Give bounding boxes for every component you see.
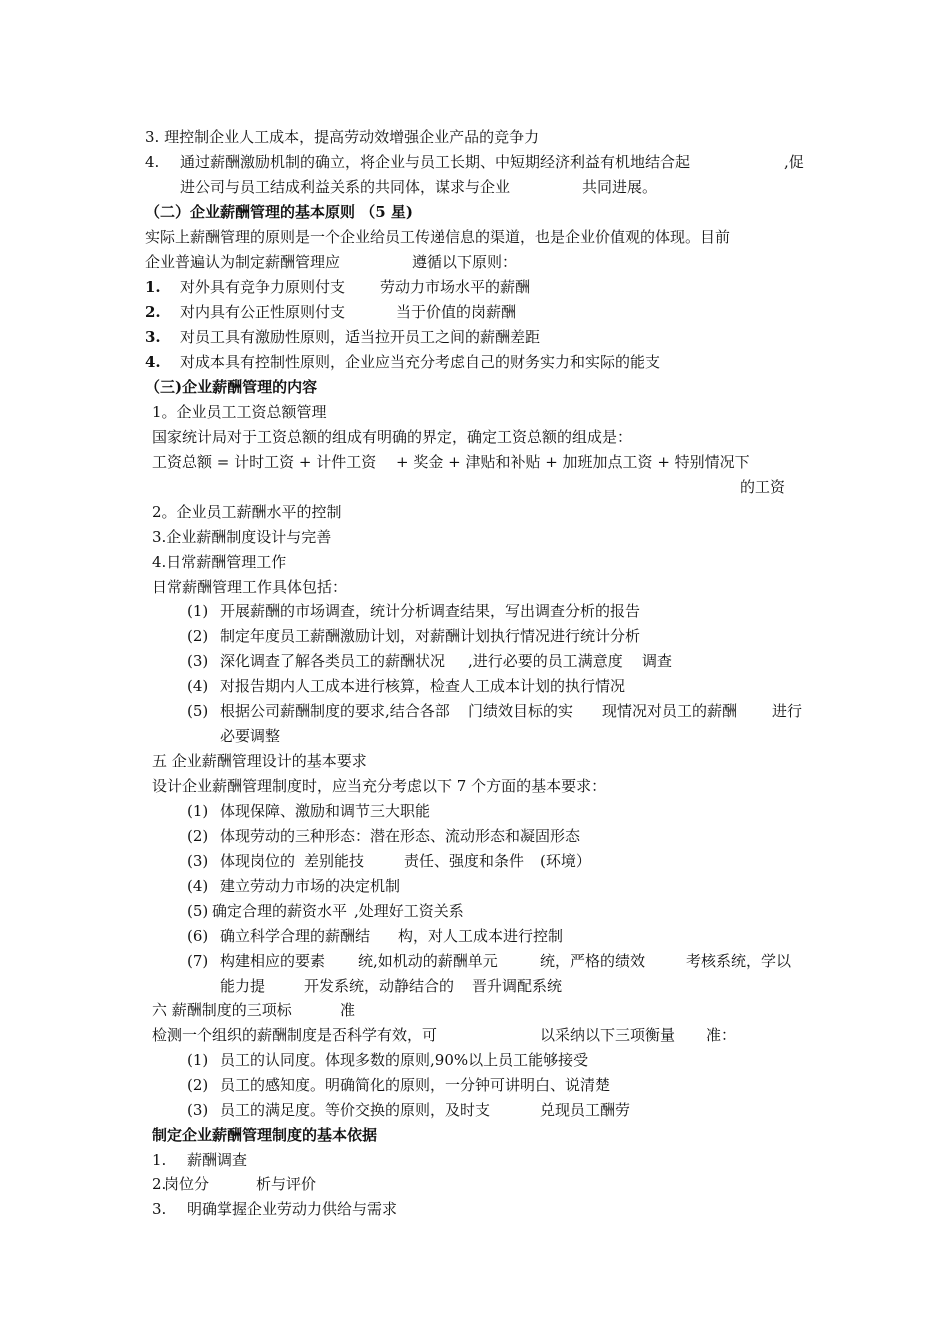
list-number: (7) bbox=[187, 952, 209, 970]
list-number: 1. bbox=[152, 1151, 167, 1169]
text-line: 统，严格的绩效 bbox=[540, 952, 646, 970]
text-line: 设计企业薪酬管理制度时，应当充分考虑以下 7 个方面的基本要求： bbox=[152, 777, 607, 795]
text-line: 调查 bbox=[642, 652, 673, 670]
text-line: 现情况对员工的薪酬 bbox=[602, 702, 738, 720]
text-line: 日常薪酬管理工作具体包括： bbox=[152, 578, 348, 596]
text-line: 明确掌握企业劳动力供给与需求 bbox=[187, 1200, 398, 1218]
text-line: 构建相应的要素 bbox=[220, 952, 326, 970]
text-line: ,促 bbox=[784, 153, 804, 171]
list-number: (3) bbox=[187, 652, 209, 670]
text-line: 必要调整 bbox=[220, 727, 281, 745]
text-line: (环境） bbox=[540, 852, 591, 870]
text-line: 对内具有公正性原则付支 bbox=[180, 303, 346, 321]
text-line: 国家统计局对于工资总额的组成有明确的界定，确定工资总额的组成是： bbox=[152, 428, 633, 446]
text-line: 责任、强度和条件 bbox=[404, 852, 525, 870]
list-number: 3. bbox=[152, 1200, 167, 1218]
list-number: (4) bbox=[187, 677, 209, 695]
text-line: 遵循以下原则： bbox=[412, 253, 518, 271]
text-line: 1。企业员工工资总额管理 bbox=[152, 403, 327, 421]
text-line: 对员工具有激励性原则，适当拉开员工之间的薪酬差距 bbox=[180, 328, 541, 346]
text-line: 岗位分 bbox=[164, 1175, 210, 1193]
text-line: 准 bbox=[340, 1001, 356, 1019]
list-number: (1) bbox=[187, 602, 209, 620]
text-line: 共同进展。 bbox=[582, 178, 658, 196]
text-line: 员工的满足度。等价交换的原则，及时支 bbox=[220, 1101, 491, 1119]
list-number: (2) bbox=[187, 627, 209, 645]
list-number: 3. bbox=[145, 328, 161, 346]
text-line: ,处理好工资关系 bbox=[354, 902, 464, 920]
text-line: 对成本具有控制性原则，企业应当充分考虑自己的财务实力和实际的能支 bbox=[180, 353, 661, 371]
text-line: 考核系统，学以 bbox=[686, 952, 792, 970]
text-line: 3. 理控制企业人工成本，提高劳动效增强企业产品的竞争力 bbox=[145, 128, 540, 146]
list-number: (4) bbox=[187, 877, 209, 895]
text-line: 实际上薪酬管理的原则是一个企业给员工传递信息的渠道，也是企业价值观的体现。目前 bbox=[145, 228, 731, 246]
text-line: 深化调查了解各类员工的薪酬状况 bbox=[220, 652, 446, 670]
list-number: (6) bbox=[187, 927, 209, 945]
text-line: ,进行必要的员工满意度 bbox=[468, 652, 623, 670]
text-line: 准： bbox=[706, 1026, 737, 1044]
text-line: 2。企业员工薪酬水平的控制 bbox=[152, 503, 342, 521]
list-number: (5) bbox=[187, 902, 209, 920]
text-line: 薪酬调查 bbox=[187, 1151, 248, 1169]
section-heading: 五 企业薪酬管理设计的基本要求 bbox=[152, 752, 367, 770]
text-line: 检测一个组织的薪酬制度是否科学有效，可 bbox=[152, 1026, 438, 1044]
text-line: 体现保障、激励和调节三大职能 bbox=[220, 802, 431, 820]
text-line: 工资总额 = 计时工资 + 计件工资 bbox=[152, 453, 377, 471]
list-number: 2. bbox=[152, 1175, 167, 1193]
list-number: (1) bbox=[187, 1051, 209, 1069]
text-line: 体现岗位的 bbox=[220, 852, 296, 870]
text-line: 开发系统，动静结合的 bbox=[304, 977, 455, 995]
text-line: 能力提 bbox=[220, 977, 266, 995]
text-line: 统,如机动的薪酬单元 bbox=[358, 952, 498, 970]
list-number: 4. bbox=[145, 353, 161, 371]
text-line: 体现劳动的三种形态：潜在形态、流动形态和凝固形态 bbox=[220, 827, 581, 845]
text-line: 根据公司薪酬制度的要求,结合各部 bbox=[220, 702, 450, 720]
text-line: 进行 bbox=[772, 702, 803, 720]
text-line: 员工的认同度。体现多数的原则,90%以上员工能够接受 bbox=[220, 1051, 589, 1069]
list-number: 2. bbox=[145, 303, 161, 321]
text-line: 晋升调配系统 bbox=[472, 977, 563, 995]
text-line: 进公司与员工结成利益关系的共同体，谋求与企业 bbox=[180, 178, 511, 196]
list-number: (2) bbox=[187, 827, 209, 845]
text-line: 对报告期内人工成本进行核算，检查人工成本计划的执行情况 bbox=[220, 677, 626, 695]
list-number: (2) bbox=[187, 1076, 209, 1094]
text-line: 的工资 bbox=[740, 478, 786, 496]
text-line: 员工的感知度。明确简化的原则，一分钟可讲明白、说清楚 bbox=[220, 1076, 611, 1094]
section-heading: （二）企业薪酬管理的基本原则 （5 星) bbox=[145, 203, 413, 221]
text-line: 确立科学合理的薪酬结 bbox=[220, 927, 371, 945]
list-number: (3) bbox=[187, 1101, 209, 1119]
text-line: 门绩效目标的实 bbox=[468, 702, 574, 720]
text-line: 以采纳以下三项衡量 bbox=[540, 1026, 676, 1044]
text-line: + 奖金 + 津贴和补贴 + 加班加点工资 + 特别情况下 bbox=[396, 453, 750, 471]
list-number: (3) bbox=[187, 852, 209, 870]
text-line: 4.日常薪酬管理工作 bbox=[152, 553, 287, 571]
list-number: (1) bbox=[187, 802, 209, 820]
text-line: 企业普遍认为制定薪酬管理应 bbox=[145, 253, 341, 271]
text-line: 兑现员工酬劳 bbox=[540, 1101, 631, 1119]
text-line: 差别能技 bbox=[304, 852, 365, 870]
list-number: 4. bbox=[145, 153, 160, 171]
text-line: 开展薪酬的市场调查，统计分析调查结果，写出调查分析的报告 bbox=[220, 602, 641, 620]
text-line: 对外具有竞争力原则付支 bbox=[180, 278, 346, 296]
text-line: 确定合理的薪资水平 bbox=[212, 902, 348, 920]
text-line: 建立劳动力市场的决定机制 bbox=[220, 877, 401, 895]
text-line: 当于价值的岗薪酬 bbox=[396, 303, 517, 321]
list-number: (5) bbox=[187, 702, 209, 720]
section-heading: 六 薪酬制度的三项标 bbox=[152, 1001, 292, 1019]
text-line: 制定年度员工薪酬激励计划，对薪酬计划执行情况进行统计分析 bbox=[220, 627, 641, 645]
text-line: 劳动力市场水平的薪酬 bbox=[380, 278, 531, 296]
list-number: 1. bbox=[145, 278, 161, 296]
section-heading: （三)企业薪酬管理的内容 bbox=[145, 378, 318, 396]
text-line: 3.企业薪酬制度设计与完善 bbox=[152, 528, 332, 546]
section-heading: 制定企业薪酬管理制度的基本依据 bbox=[152, 1126, 378, 1144]
text-line: 通过薪酬激励机制的确立，将企业与员工长期、中短期经济利益有机地结合起 bbox=[180, 153, 691, 171]
text-line: 构，对人工成本进行控制 bbox=[398, 927, 564, 945]
text-line: 析与评价 bbox=[256, 1175, 317, 1193]
